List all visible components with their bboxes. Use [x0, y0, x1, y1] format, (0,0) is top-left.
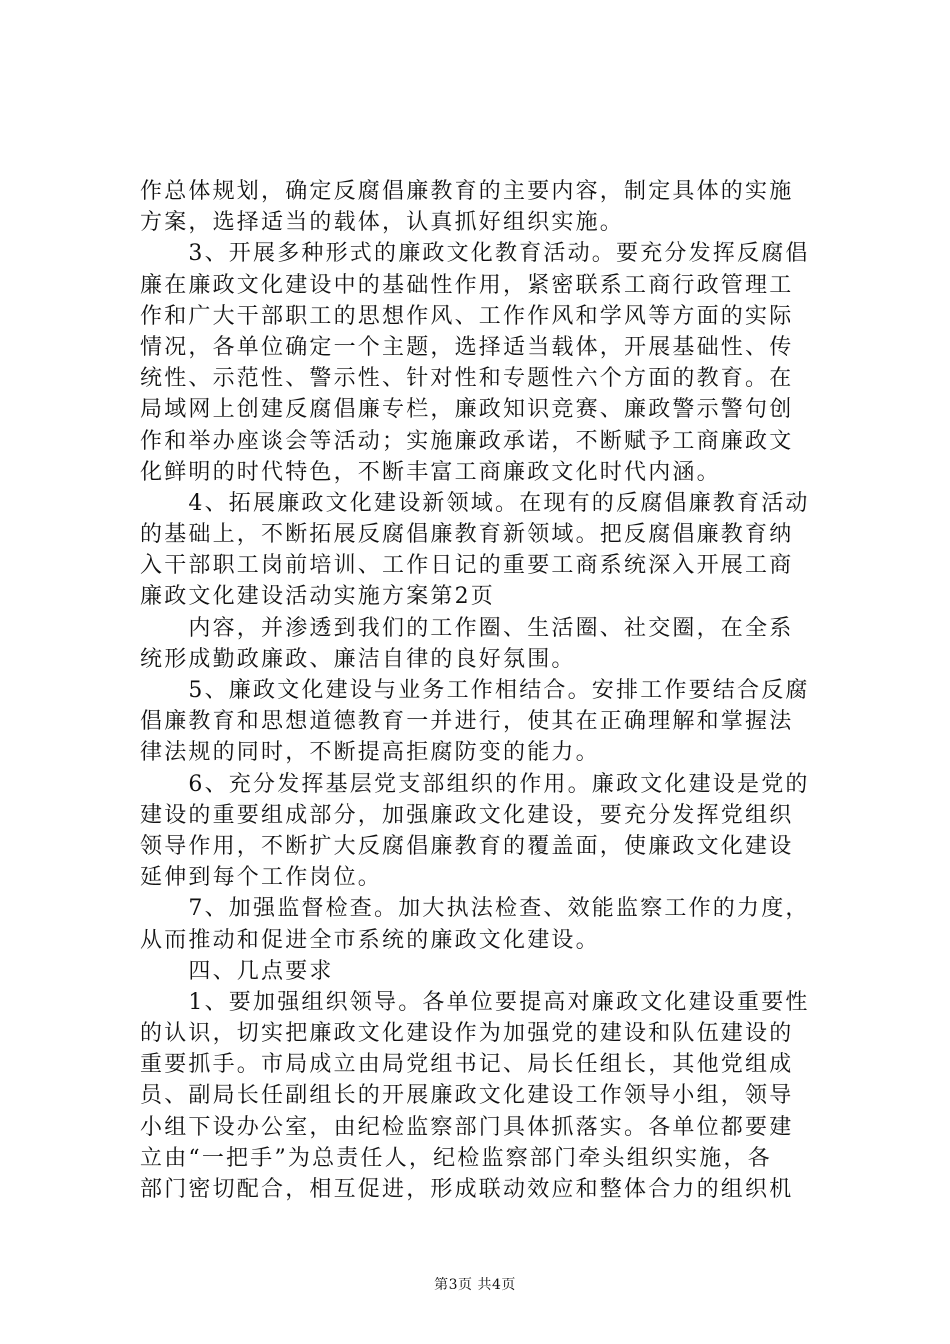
text-line: 作和举办座谈会等活动；实施廉政承诺，不断赋予工商廉政文	[140, 428, 794, 454]
text-line: 倡廉教育和思想道德教育一并进行，使其在正确理解和掌握法	[140, 709, 794, 735]
text-line: 7、加强监督检查。加大执法检查、效能监察工作的力度，	[140, 896, 810, 922]
text-line: 员、副局长任副组长的开展廉政文化建设工作领导小组，领导	[140, 1083, 794, 1109]
text-line: 小组下设办公室，由纪检监察部门具体抓落实。各单位都要建	[140, 1114, 794, 1140]
text-line: 入干部职工岗前培训、工作日记的重要工商系统深入开展工商	[140, 553, 794, 579]
text-line: 局域网上创建反腐倡廉专栏，廉政知识竞赛、廉政警示警句创	[140, 397, 794, 423]
text-line: 4、拓展廉政文化建设新领域。在现有的反腐倡廉教育活动	[140, 490, 810, 516]
text-line: 从而推动和促进全市系统的廉政文化建设。	[140, 927, 600, 953]
text-line: 作总体规划，确定反腐倡廉教育的主要内容，制定具体的实施	[140, 179, 794, 204]
text-line: 情况，各单位确定一个主题，选择适当载体，开展基础性、传	[140, 334, 794, 360]
text-line: 四、几点要求	[140, 958, 334, 984]
text-line: 方案，选择适当的载体，认真抓好组织实施。	[140, 210, 625, 236]
text-line: 的认识，切实把廉政文化建设作为加强党的建设和队伍建设的	[140, 1021, 794, 1047]
text-line: 廉政文化建设活动实施方案第2页	[140, 584, 495, 610]
page-footer: 第3页 共4页	[434, 1277, 516, 1293]
document-body	[140, 176, 830, 1205]
text-line: 3、开展多种形式的廉政文化教育活动。要充分发挥反腐倡	[140, 241, 810, 267]
text-line: 统形成勤政廉政、廉洁自律的良好氛围。	[140, 646, 576, 672]
text-line: 立由“一把手”为总责任人，纪检监察部门牵头组织实施，各	[140, 1145, 772, 1171]
text-line: 领导作用，不断扩大反腐倡廉教育的覆盖面，使廉政文化建设	[140, 833, 794, 859]
text-line: 延伸到每个工作岗位。	[140, 865, 383, 891]
text-line: 作和广大干部职工的思想作风、工作作风和学风等方面的实际	[140, 303, 794, 329]
text-line: 部门密切配合，相互促进，形成联动效应和整体合力的组织机	[140, 1177, 794, 1202]
text-line: 律法规的同时，不断提高拒腐防变的能力。	[140, 740, 600, 766]
text-line: 5、廉政文化建设与业务工作相结合。安排工作要结合反腐	[140, 678, 810, 703]
text-line: 建设的重要组成部分，加强廉政文化建设，要充分发挥党组织	[140, 802, 794, 828]
text-line: 廉在廉政文化建设中的基础性作用，紧密联系工商行政管理工	[140, 272, 794, 298]
text-line: 化鲜明的时代特色，不断丰富工商廉政文化时代内涵。	[140, 459, 721, 485]
text-line: 的基础上，不断拓展反腐倡廉教育新领域。把反腐倡廉教育纳	[140, 522, 794, 548]
text-line: 内容，并渗透到我们的工作圈、生活圈、社交圈，在全系	[140, 615, 794, 641]
text-line: 统性、示范性、警示性、针对性和专题性六个方面的教育。在	[140, 366, 794, 392]
text-line: 1、要加强组织领导。各单位要提高对廉政文化建设重要性	[140, 989, 810, 1015]
text-line: 6、充分发挥基层党支部组织的作用。廉政文化建设是党的	[140, 771, 810, 797]
text-line: 重要抓手。市局成立由局党组书记、局长任组长，其他党组成	[140, 1052, 794, 1078]
